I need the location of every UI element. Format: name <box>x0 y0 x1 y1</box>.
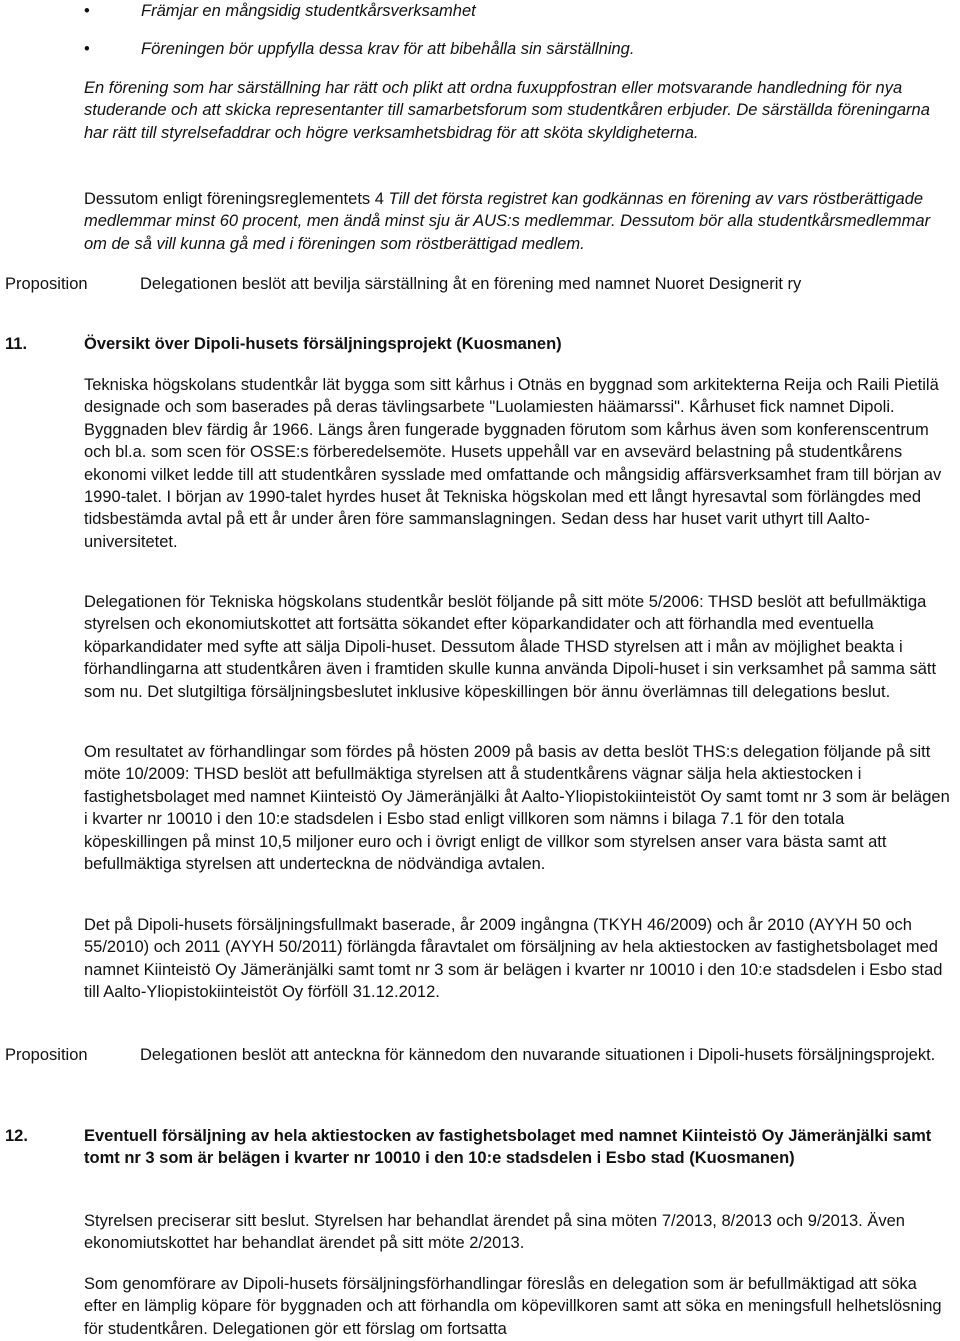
proposition-label: Proposition <box>5 275 88 293</box>
paragraph-decision-2006: Delegationen för Tekniska högskolans studentkår beslöt följande på sitt möte 5/2006: THSD beslöt att befullmäktiga styrelsen och ekonomiutskottet att fortsätta sökandet efter köparkandidater och att förhandla med eventuella köparkandidater med syfte att sälja Dipoli-huset. Dessutom ålade THSD styrelsen att i mån av möjlighet beakta i förhandlingarna att studentkåren även i framtiden skulle kunna använda Dipoli-huset i sin verksamhet på samma sätt som nu. Det slutgiltiga försäljningsbeslutet inklusive köpeskillingen bör ännu överlämnas till delegations beslut. <box>84 593 937 701</box>
bullet-icon: • <box>84 2 90 20</box>
section-number: 11. <box>5 335 28 353</box>
paragraph-reglemente-quote: Till det första registret kan godkännas en förening av vars röstberättigade medlemmar minst 60 procent, men ändå minst sju är AUS:s medlemmar. Dessutom bör alla studentkårsmedlemmar om de så vill kunna gå med i föreningen som röstberättigad medlem. <box>84 190 931 253</box>
paragraph-board: Styrelsen preciserar sitt beslut. Styrelsen har behandlat ärendet på sina möten 7/2013, 8/2013 och 9/2013. Även ekonomiutskottet har behandlat ärendet på sitt möte 2/2013. <box>84 1212 905 1253</box>
section-title: Översikt över Dipoli-husets försäljningsprojekt (Kuosmanen) <box>84 335 562 353</box>
section-number: 12. <box>5 1127 28 1145</box>
proposition-text: Delegationen beslöt att anteckna för kännedom den nuvarande situationen i Dipoli-husets försäljningsprojekt. <box>140 1046 936 1064</box>
paragraph-delegation: Som genomförare av Dipoli-husets försäljningsförhandlingar föreslås en delegation som är befullmäktigad att söka efter en lämplig köpare för byggnaden och att förhandla om köpevillkoren samt att söka en meningsfull helhetslösning för studentkåren. Delegationen gör ett förslag om fortsatta <box>84 1275 942 1338</box>
bullet-icon: • <box>84 40 90 58</box>
proposition-label: Proposition <box>5 1046 88 1064</box>
paragraph-history: Tekniska högskolans studentkår lät bygga som sitt kårhus i Otnäs en byggnad som arkitekterna Reija och Raili Pietilä designade och som baserades på deras tävlingsarbete "Luolamiesten häämarssi". Kårhuset fick namnet Dipoli. Byggnaden blev färdig år 1966. Längs åren fungerade byggnaden förutom som kårhus även som konferenscentrum och bl.a. som scen för OSSE:s förberedelsemöte. Husets uppehåll var en avsevärd belastning på studentkårens ekonomi vilket ledde till att studentkåren sysslade med omfattande och mångsidig affärsverksamhet fram till början av 1990-talet. I början av 1990-talet hyrdes huset åt Tekniska högskolan med ett långt hyresavtal som förlängdes med tidsbestämda avtal på ett år under åren före sammanslagningen. Sedan dess har huset varit uthyrt till Aalto-universitetet. <box>84 376 942 551</box>
paragraph-decision-2009: Om resultatet av förhandlingar som fördes på hösten 2009 på basis av detta beslöt THS:s delegation följande på sitt möte 10/2009: THSD beslöt att befullmäktiga styrelsen att å studentkårens vägnar sälja hela aktiestocken i fastighetsbolaget med namnet Kiinteistö Oy Jämeränjälki åt Aalto-Yliopistokiinteistöt Oy samt tomt nr 3 som är belägen i kvarter nr 10010 i den 10:e stadsdelen i Esbo stad enligt villkoren som nämns i bilaga 7.1 för den totala köpeskillingen på minst 10,5 miljoner euro och i övrigt enligt de villkor som styrelsen anser vara bästa samt att befullmäktiga styrelsen att underteckna de nödvändiga avtalen. <box>84 743 950 874</box>
paragraph-mandate: Det på Dipoli-husets försäljningsfullmakt baserade, år 2009 ingångna (TKYH 46/2009) och år 2010 (AYYH 50 och 55/2010) och 2011 (AYYH 50/2011) förlängda fåravtalet om försäljning av hela aktiestocken av fastighetsbolaget med namnet Kiinteistö Oy Jämeränjälki samt tomt nr 3 som är belägen i kvarter nr 10010 i den 10:e stadsdelen i Esbo stad till Aalto-Yliopistokiinteistöt Oy förföll 31.12.2012. <box>84 916 943 1002</box>
proposition-block <box>5 273 950 295</box>
bullet-text: Främjar en mångsidig studentkårsverksamhet <box>141 2 476 20</box>
bullet-text: Föreningen bör uppfylla dessa krav för att bibehålla sin särställning. <box>141 40 635 58</box>
proposition-text: Delegationen beslöt att bevilja särställning åt en förening med namnet Nuoret Designerit ry <box>140 275 802 293</box>
paragraph-reglemente-start: Dessutom enligt föreningsreglementets 4 <box>84 190 384 208</box>
paragraph-sarstallning: En förening som har särställning har rätt och plikt att ordna fuxuppfostran eller motsvarande handledning för nya studerande och att skicka representanter till samarbetsforum som studentkåren erbjuder. De särställda föreningarna har rätt till styrelsefaddrar och högre verksamhetsbidrag för att sköta skyldigheterna. <box>84 79 930 142</box>
proposition-block <box>5 1044 950 1066</box>
paragraph-reglemente <box>84 188 952 255</box>
section-title: Eventuell försäljning av hela aktiestocken av fastighetsbolaget med namnet Kiinteistö Oy Jämeränjälki samt tomt nr 3 som är belägen i kvarter nr 10010 i den 10:e stadsdelen i Esbo stad (Kuosmanen) <box>84 1127 932 1168</box>
